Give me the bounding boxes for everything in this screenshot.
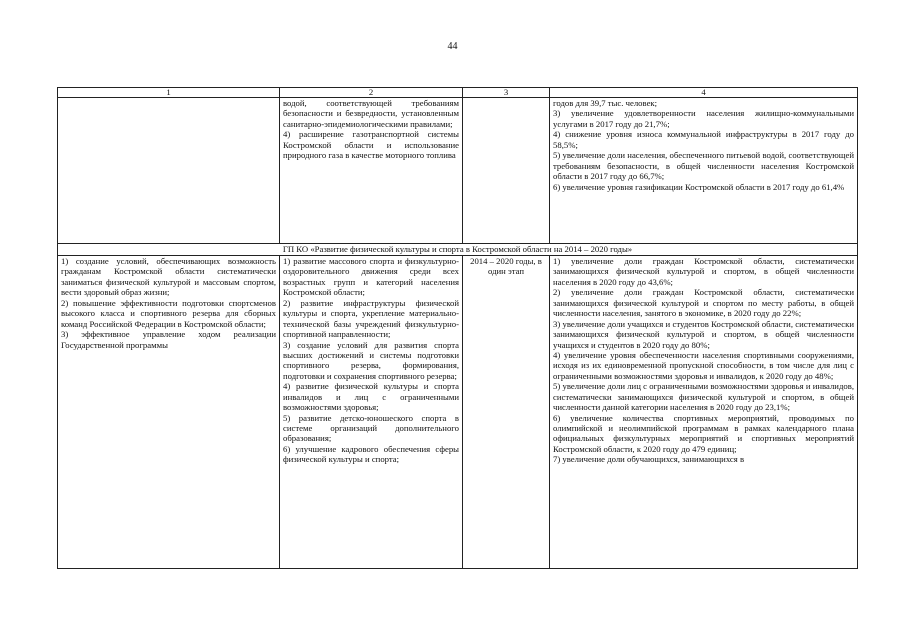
task-item: 2) развитие инфраструктуры физической культуры и спорта, укрепление материально-технической базы учреждений физкультурно-спортивной направленности; — [283, 297, 459, 340]
cont-task-line: водой, соответствующей требованиям безопасности и безвредности, установленным санитарно-эпидемиологическими правилами; — [283, 98, 459, 129]
continuation-row — [58, 98, 858, 244]
task-item: 6) улучшение кадрового обеспечения сферы физической культуры и спорта; — [283, 443, 459, 465]
period-cell — [463, 256, 550, 569]
task-item: 3) создание условий для развития спорта высших достижений и системы подготовки спортивного резерва, формирования, подготовки и сохранения спортивного резерва; — [283, 339, 459, 381]
indicator-item: 3) увеличение доли учащихся и студентов Костромской области, систематически занимающихся физической культурой и спортом, в общей численности учащихся и студентов в 2020 году до 80%; — [553, 318, 854, 350]
cont-period-cell — [463, 98, 550, 244]
cont-indicator-line: годов для 39,7 тыс. человек; — [553, 98, 658, 108]
section-title-row — [58, 244, 858, 256]
column-header-4: 4 — [550, 88, 858, 98]
indicator-item: 1) увеличение доли граждан Костромской области, систематически занимающихся физической культурой и спортом, в общей численности населения в 2020 году до 43,6%; — [553, 256, 854, 287]
goals-cell — [58, 256, 280, 569]
task-item: 5) развитие детско-юношеского спорта в системе организаций дополнительного образования; — [283, 412, 459, 444]
column-header-row — [58, 88, 858, 98]
indicators-cell — [550, 256, 858, 569]
indicator-item: 7) увеличение доли обучающихся, занимающихся в — [553, 454, 745, 465]
goal-item: 3) эффективное управление ходом реализации Государственной программы — [61, 329, 276, 350]
indicator-item: 5) увеличение доли лиц с ограниченными возможностями здоровья и инвалидов, систематически занимающихся физической культурой и спортом, в общей численности данной категории населения в 2020 году до 23,1%; — [553, 381, 854, 413]
program-table — [57, 87, 858, 569]
column-header-2: 2 — [280, 88, 463, 98]
cont-indicator-line: 4) снижение уровня износа коммунальной инфраструктуры в 2017 году до 58,5%; — [553, 129, 854, 150]
indicator-item: 4) увеличение уровня обеспеченности населения спортивными сооружениями, исходя из их единовременной пропускной способности, в том числе для лиц с ограниченными возможностями здоровья и инвалидов, к 2020 году до 48%; — [553, 349, 854, 381]
cont-indicator-line: 3) увеличение удовлетворенности населения жилищно-коммунальными услугами в 2017 году до 21,7%; — [553, 108, 854, 129]
goal-item: 1) создание условий, обеспечивающих возможность гражданам Костромской области систематически заниматься физической культурой и массовым спортом, вести здоровый образ жизни; — [61, 256, 276, 298]
goal-item: 2) повышение эффективности подготовки спортсменов высокого класса и спортивного резерва для сборных команд Российской Федерации в Костромской области; — [61, 297, 276, 329]
task-item: 4) развитие физической культуры и спорта инвалидов и лиц с ограниченными возможностями здоровья; — [283, 381, 459, 413]
column-header-1: 1 — [58, 88, 280, 98]
indicator-item: 2) увеличение доли граждан Костромской области, систематически занимающихся физической культурой и спортом по месту работы, в общей численности населения, занятого в экономике, в 2020 году до 22%; — [553, 287, 854, 319]
tasks-cell — [280, 256, 463, 569]
cont-tasks-cell — [280, 98, 463, 244]
column-header-3: 3 — [463, 88, 550, 98]
cont-indicator-line: 5) увеличение доли населения, обеспеченного питьевой водой, соответствующей требованиям безопасности, в общей численности населения Костромской области в 2017 году до 66,7%; — [553, 150, 854, 182]
section-title: ГП КО «Развитие физической культуры и спорта в Костромской области на 2014 – 2020 годы» — [58, 244, 858, 256]
cont-task-line: 4) расширение газотранспортной системы Костромской области и использование природного газа в качестве моторного топлива — [283, 129, 459, 161]
period-text: 2014 – 2020 годы, в один этап — [470, 256, 542, 277]
cont-indicators-cell — [550, 98, 858, 244]
indicator-item: 6) увеличение количества спортивных мероприятий, проводимых по олимпийской и неолимпийской программам в рамках календарного плана официальных физкультурных мероприятий и спортивных мероприятий Костромской области, к 2020 году до 479 единиц; — [553, 412, 854, 454]
task-item: 1) развитие массового спорта и физкультурно-оздоровительного движения среди всех возрастных групп и категорий населения Костромской области; — [283, 256, 459, 298]
cont-indicator-line: 6) увеличение уровня газификации Костромской области в 2017 году до 61,4% — [553, 181, 845, 192]
page-number: 44 — [447, 41, 458, 52]
program-row — [58, 256, 858, 569]
cont-goals-cell — [58, 98, 280, 244]
